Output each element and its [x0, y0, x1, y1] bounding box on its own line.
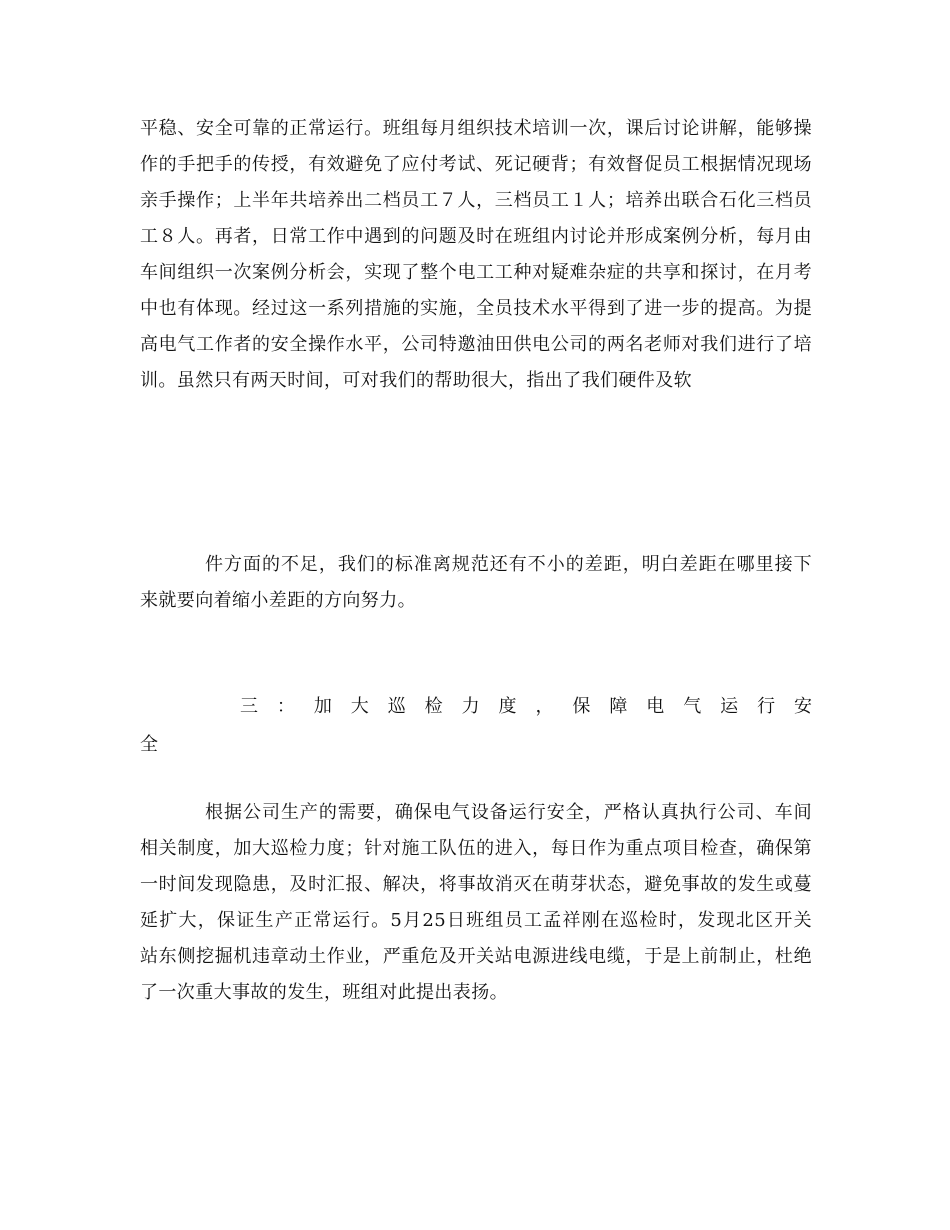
section-heading-line: 三：加大巡检力度，保障电气运行安 [240, 696, 812, 717]
text-line: 中也有体现。经过这一系列措施的实施，全员技术水平得到了进一步的提高。为提 [140, 298, 812, 319]
text-line: 站东侧挖掘机违章动土作业，严重危及开关站电源进线电缆，于是上前制止，杜绝 [140, 946, 812, 967]
section-heading-line: 全 [140, 734, 159, 755]
text-line: 亲手操作；上半年共培养出二档员工７人，三档员工１人；培养出联合石化三档员 [140, 190, 812, 211]
text-line: 根据公司生产的需要，确保电气设备运行安全，严格认真执行公司、车间 [205, 802, 812, 823]
text-line: 来就要向着缩小差距的方向努力。 [140, 590, 416, 611]
text-line: 平稳、安全可靠的正常运行。班组每月组织技术培训一次，课后讨论讲解，能够操 [140, 118, 812, 139]
text-line: 作的手把手的传授，有效避免了应付考试、死记硬背；有效督促员工根据情况现场 [140, 154, 812, 175]
text-line: 延扩大，保证生产正常运行。5月25日班组员工孟祥刚在巡检时，发现北区开关 [140, 910, 812, 931]
text-line: 车间组织一次案例分析会，实现了整个电工工种对疑难杂症的共享和探讨，在月考 [140, 262, 812, 283]
text-line: 高电气工作者的安全操作水平，公司特邀油田供电公司的两名老师对我们进行了培 [140, 334, 812, 355]
text-line: 一时间发现隐患，及时汇报、解决，将事故消灭在萌芽状态，避免事故的发生或蔓 [140, 874, 812, 895]
text-line: 训。虽然只有两天时间，可对我们的帮助很大，指出了我们硬件及软 [140, 370, 692, 391]
text-line: 相关制度，加大巡检力度；针对施工队伍的进入，每日作为重点项目检查，确保第 [140, 838, 812, 859]
text-line: 了一次重大事故的发生，班组对此提出表扬。 [140, 982, 508, 1003]
text-line: 工８人。再者，日常工作中遇到的问题及时在班组内讨论并形成案例分析，每月由 [140, 226, 812, 247]
text-line: 件方面的不足，我们的标准离规范还有不小的差距，明白差距在哪里接下 [205, 554, 812, 575]
